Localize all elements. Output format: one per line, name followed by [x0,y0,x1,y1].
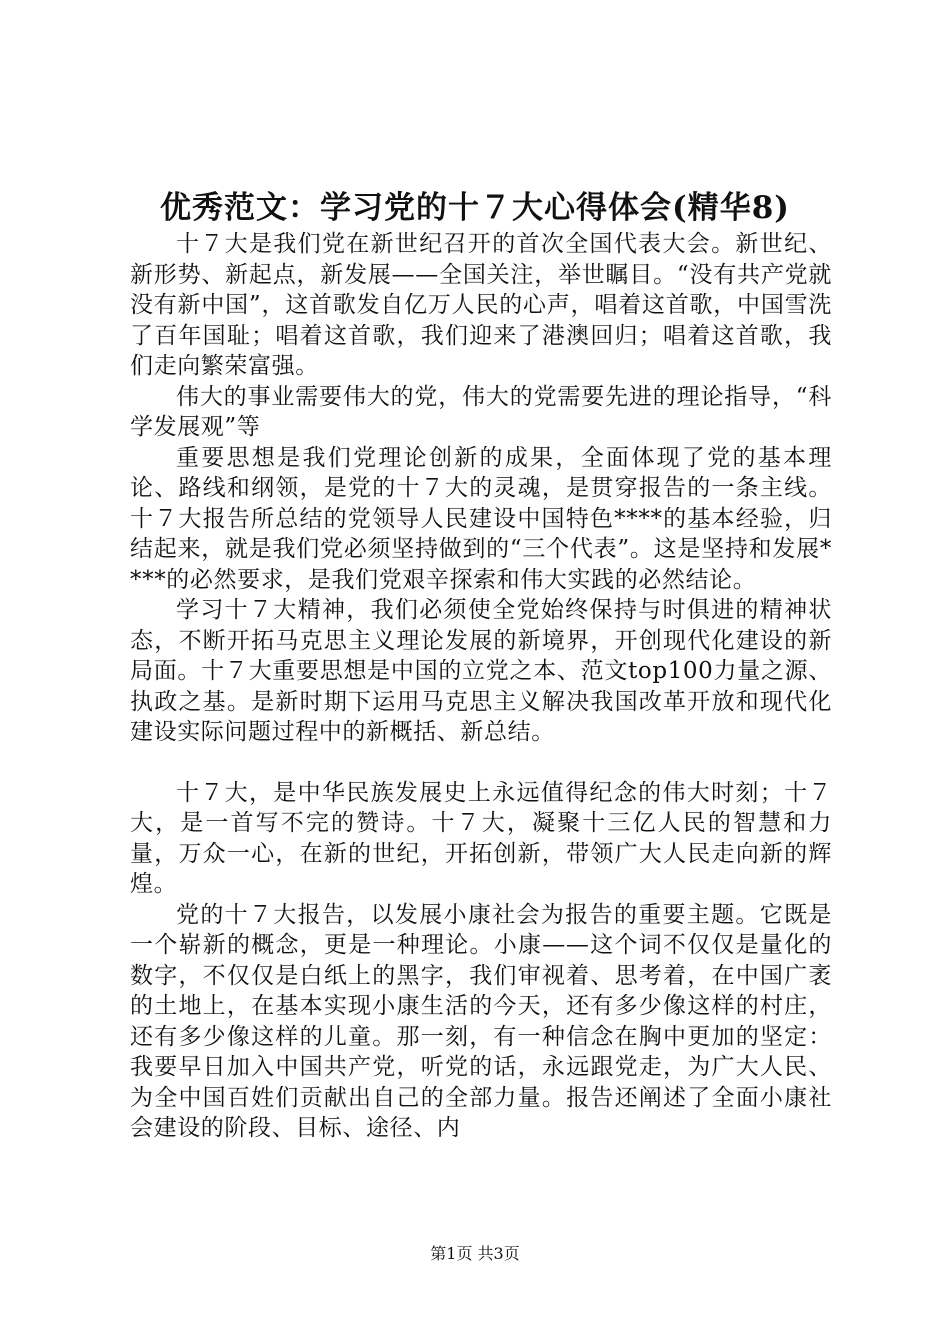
paragraph-5: 十７大，是中华民族发展史上永远值得纪念的伟大时刻；十７大，是一首写不完的赞诗。十７大，凝聚十三亿人民的智慧和力量，万众一心，在新的世纪，开拓创新，带领广大人民走向新的辉煌。 [130,779,832,897]
page-footer: 第1页 共3页 [430,1244,520,1263]
paragraph-2: 伟大的事业需要伟大的党，伟大的党需要先进的理论指导，“科学发展观”等 [130,383,832,440]
paragraph-6: 党的十７大报告，以发展小康社会为报告的重要主题。它既是一个崭新的概念，更是一种理论。小康——这个词不仅仅是量化的数字，不仅仅是白纸上的黑字，我们审视着、思考着，在中国广袤的土地上，在基本实现小康生活的今天，还有多少像这样的村庄，还有多少像这样的儿童。那一刻，有一种信念在胸中更加的坚定：我要早日加入中国共产党，听党的话，永远跟党走，为广大人民、为全中国百姓们贡献出自己的全部力量。报告还阐述了全面小康社会建设的阶段、目标、途径、内 [130,901,832,1141]
document-body [130,229,832,1144]
paragraph-4: 学习十７大精神，我们必须使全党始终保持与时俱进的精神状态，不断开拓马克思主义理论发展的新境界，开创现代化建设的新局面。十７大重要思想是中国的立党之本、范文top100力量之源、执政之基。是新时期下运用马克思主义解决我国改革开放和现代化建设实际问题过程中的新概括、新总结。 [130,597,832,745]
document-title: 优秀范文：学习党的十７大心得体会(精华8) [160,190,790,226]
paragraph-1: 十７大是我们党在新世纪召开的首次全国代表大会。新世纪、新形势、新起点，新发展——全国关注，举世瞩目。“没有共产党就没有新中国”，这首歌发自亿万人民的心声，唱着这首歌，中国雪洗了百年国耻；唱着这首歌，我们迎来了港澳回归；唱着这首歌，我们走向繁荣富强。 [130,231,832,379]
paragraph-3: 重要思想是我们党理论创新的成果，全面体现了党的基本理论、路线和纲领，是党的十７大的灵魂，是贯穿报告的一条主线。十７大报告所总结的党领导人民建设中国特色****的基本经验，归结起来，就是我们党必须坚持做到的“三个代表”。这是坚持和发展****的必然要求，是我们党艰辛探索和伟大实践的必然结论。 [130,444,832,593]
